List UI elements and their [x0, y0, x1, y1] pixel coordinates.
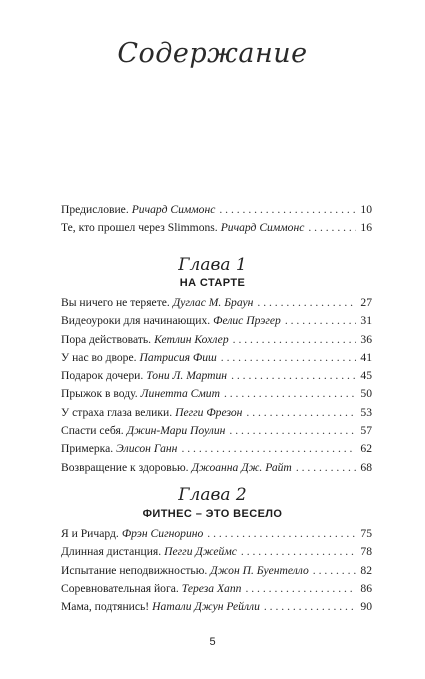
- entry-title: Мама, подтянись!: [61, 600, 150, 614]
- dot-leader: [219, 203, 356, 216]
- dot-leader: [308, 221, 356, 234]
- entry-title: Пора действовать.: [61, 332, 152, 346]
- entry-title: У нас во дворе.: [61, 350, 137, 364]
- entry-title: Соревновательная йога.: [61, 581, 179, 595]
- chapter-2-subtitle: ФИТНЕС – ЭТО ВЕСЕЛО: [142, 508, 283, 520]
- dot-leader: [264, 600, 356, 613]
- entry-page-number: 45: [360, 369, 372, 383]
- entry-title: Предисловие.: [61, 203, 129, 216]
- page-title: Содержание: [117, 38, 308, 69]
- toc-entry[interactable]: [61, 369, 372, 387]
- entry-author: Тони Л. Мартин: [146, 369, 228, 383]
- dot-leader: [224, 387, 356, 400]
- entry-page-number: 68: [360, 460, 372, 474]
- toc-entry[interactable]: [61, 351, 372, 369]
- entry-title: Длинная дистанция.: [61, 545, 162, 559]
- entry-author: Ричард Симмонс: [131, 203, 216, 216]
- entry-title: Вы ничего не теряете.: [61, 296, 170, 309]
- entry-page-number: 53: [360, 405, 372, 419]
- dot-leader: [241, 545, 356, 558]
- toc-entry[interactable]: [61, 461, 372, 479]
- dot-leader: [257, 296, 356, 309]
- entry-page-number: 10: [360, 203, 372, 216]
- entry-title: Подарок дочери.: [61, 369, 144, 383]
- toc-entry[interactable]: [61, 442, 372, 460]
- toc-chapter-2-list: [61, 527, 372, 618]
- chapter-1-subtitle: НА СТАРТЕ: [179, 277, 246, 289]
- dot-leader: [181, 442, 356, 455]
- dot-leader: [245, 582, 356, 595]
- entry-page-number: 78: [360, 545, 372, 559]
- entry-title: Спасти себя.: [61, 424, 124, 438]
- entry-page-number: 86: [360, 581, 372, 595]
- toc-entry[interactable]: [61, 527, 372, 545]
- entry-title: Испытание неподвижностью.: [61, 563, 208, 577]
- entry-author: Джон П. Буентелло: [210, 563, 309, 577]
- entry-title: Возвращение к здоровью.: [61, 460, 189, 474]
- entry-title: У страха глаза велики.: [61, 405, 173, 419]
- toc-intro-list: [61, 203, 372, 240]
- toc-entry[interactable]: [61, 600, 372, 618]
- entry-author: Пегги Фрезон: [175, 405, 243, 419]
- entry-page-number: 75: [360, 527, 372, 540]
- entry-page-number: 36: [360, 332, 372, 346]
- toc-entry[interactable]: [61, 424, 372, 442]
- dot-leader: [229, 424, 356, 437]
- entry-author: Патрисия Фиш: [139, 350, 217, 364]
- dot-leader: [296, 461, 356, 474]
- entry-page-number: 90: [360, 600, 372, 614]
- toc-entry[interactable]: [61, 545, 372, 563]
- dot-leader: [233, 333, 356, 346]
- dot-leader: [221, 351, 356, 364]
- entry-page-number: 41: [360, 350, 372, 364]
- entry-page-number: 16: [360, 221, 372, 235]
- entry-title: Те, кто прошел через Slimmons.: [61, 221, 218, 235]
- entry-title: Видеоуроки для начинающих.: [61, 314, 211, 328]
- chapter-2-heading: Глава 2: [178, 485, 247, 505]
- entry-author: Натали Джун Рейлли: [152, 600, 260, 614]
- toc-entry[interactable]: [61, 314, 372, 332]
- toc-entry[interactable]: [61, 296, 372, 314]
- toc-chapter-1-list: [61, 296, 372, 479]
- entry-page-number: 57: [360, 424, 372, 438]
- dot-leader: [246, 406, 356, 419]
- entry-author: Линетта Смит: [140, 387, 220, 401]
- entry-page-number: 50: [360, 387, 372, 401]
- page-number: 5: [209, 636, 216, 648]
- chapter-1-heading: Глава 1: [178, 255, 247, 275]
- toc-entry[interactable]: [61, 387, 372, 405]
- entry-title: Примерка.: [61, 442, 114, 456]
- dot-leader: [207, 527, 356, 540]
- entry-author: Фрэн Сигнорино: [121, 527, 204, 540]
- entry-author: Дуглас М. Браун: [172, 296, 254, 309]
- entry-author: Элисон Ганн: [116, 442, 178, 456]
- entry-title: Я и Ричард.: [61, 527, 119, 540]
- entry-author: Ричард Симмонс: [220, 221, 305, 235]
- toc-entry[interactable]: [61, 221, 372, 239]
- entry-page-number: 31: [360, 314, 372, 328]
- entry-page-number: 62: [360, 442, 372, 456]
- dot-leader: [313, 564, 356, 577]
- toc-entry[interactable]: [61, 203, 372, 221]
- entry-author: Пегги Джеймс: [164, 545, 237, 559]
- entry-title: Прыжок в воду.: [61, 387, 138, 401]
- entry-author: Кетлин Кохлер: [154, 332, 229, 346]
- entry-author: Тереза Хапп: [181, 581, 242, 595]
- toc-entry[interactable]: [61, 406, 372, 424]
- toc-entry[interactable]: [61, 582, 372, 600]
- entry-author: Фелис Прэгер: [213, 314, 281, 328]
- entry-page-number: 82: [360, 563, 372, 577]
- toc-entry[interactable]: [61, 564, 372, 582]
- entry-author: Джин-Мари Поулин: [126, 424, 226, 438]
- entry-page-number: 27: [360, 296, 372, 309]
- dot-leader: [285, 314, 356, 327]
- toc-entry[interactable]: [61, 333, 372, 351]
- entry-author: Джоанна Дж. Райт: [191, 460, 292, 474]
- dot-leader: [231, 369, 356, 382]
